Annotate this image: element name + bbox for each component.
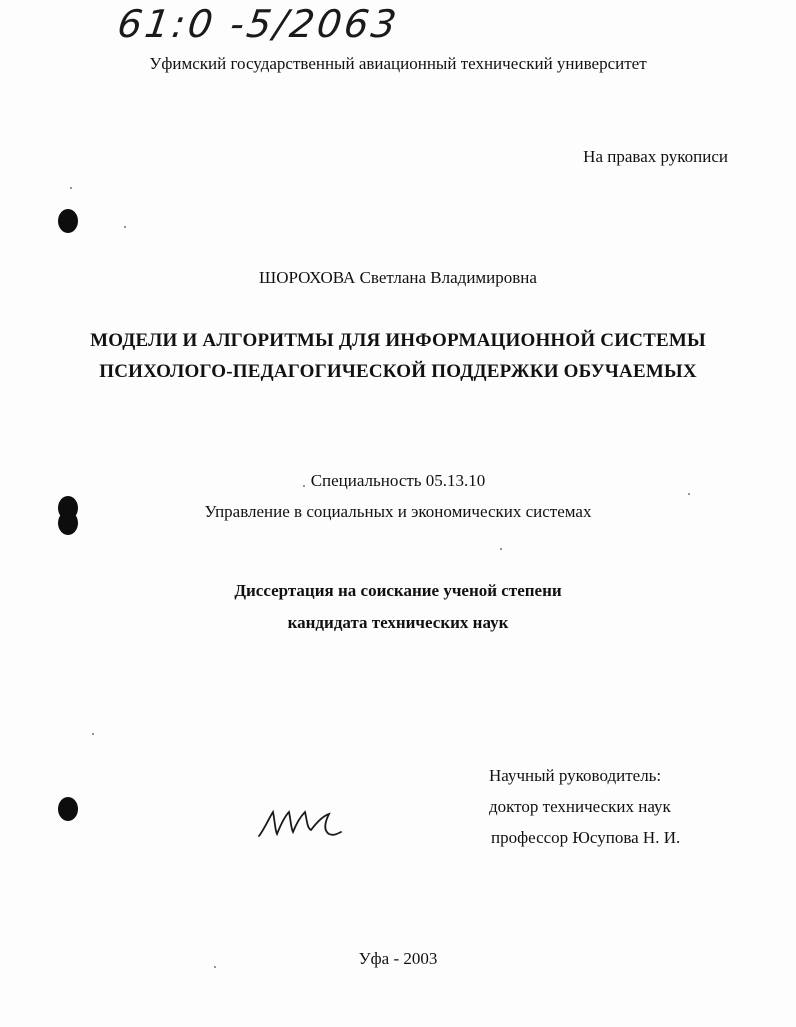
scan-speck: [70, 187, 72, 189]
scan-speck: [124, 226, 126, 228]
scan-speck: [303, 485, 305, 487]
scan-speck: [92, 733, 94, 735]
scan-speck: [214, 966, 216, 968]
punch-hole-bottom: [58, 797, 78, 821]
scan-speck: [688, 493, 690, 495]
specialty-code: Специальность 05.13.10: [310, 471, 486, 490]
dissertation-title-line-2: ПСИХОЛОГО-ПЕДАГОГИЧЕСКОЙ ПОДДЕРЖКИ ОБУЧАЕМЫХ: [99, 361, 697, 382]
handwritten-archive-code: 61:0 -5/2063: [114, 2, 402, 46]
manuscript-rights-note: На правах рукописи: [583, 147, 728, 166]
supervisor-label: Научный руководитель:: [489, 766, 662, 785]
university-name: Уфимский государственный авиационный технический университет: [149, 54, 647, 73]
punch-hole-middle-lower: [58, 511, 78, 535]
author-name: ШОРОХОВА Светлана Владимировна: [259, 268, 537, 287]
scan-speck: [500, 548, 502, 550]
supervisor-name: профессор Юсупова Н. И.: [491, 828, 681, 847]
dissertation-title-line-1: МОДЕЛИ И АЛГОРИТМЫ ДЛЯ ИНФОРМАЦИОННОЙ СИСТЕМЫ: [90, 330, 706, 351]
specialty-name: Управление в социальных и экономических системах: [204, 502, 592, 521]
degree-line-2: кандидата технических наук: [287, 613, 509, 632]
handwritten-signature: [255, 798, 345, 853]
punch-hole-top: [58, 209, 78, 233]
supervisor-degree: доктор технических наук: [489, 797, 671, 816]
degree-line-1: Диссертация на соискание ученой степени: [234, 581, 562, 600]
city-year: Уфа - 2003: [358, 949, 438, 968]
